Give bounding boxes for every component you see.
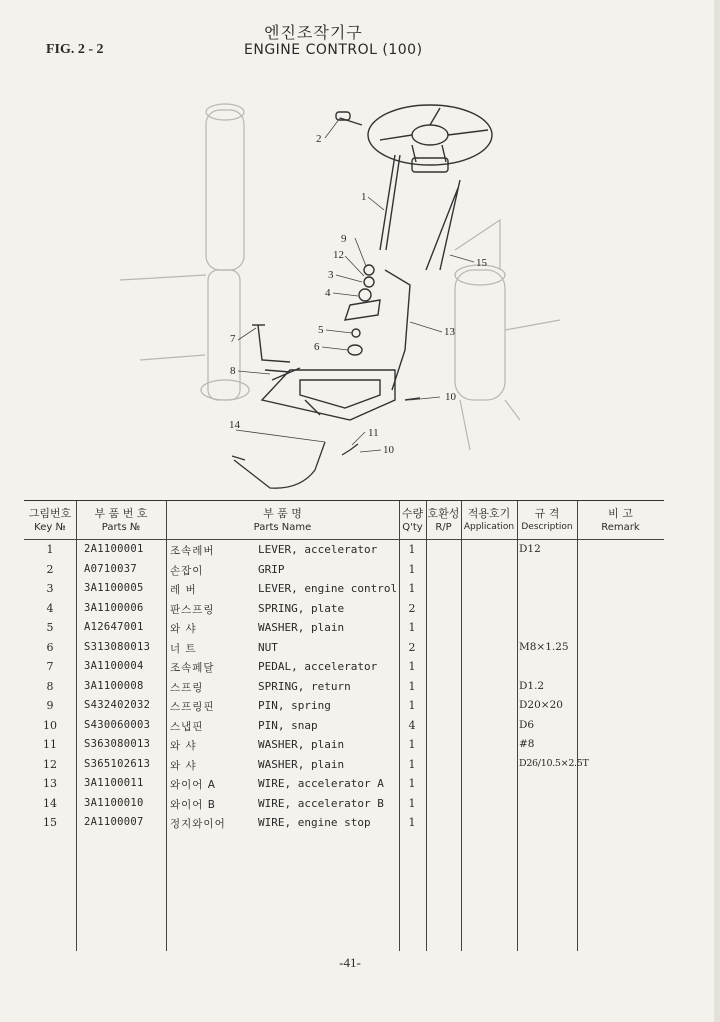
table-row [24, 621, 664, 640]
callout-5: 5 [318, 324, 324, 336]
table-row [24, 641, 664, 660]
table-row [24, 543, 664, 562]
cell-qty: 1 [408, 699, 416, 712]
cell-key: 14 [43, 796, 57, 810]
cell-name-english: WASHER, plain [258, 621, 345, 634]
cell-name-korean: 와이어 B [170, 798, 216, 811]
cell-qty: 1 [408, 660, 416, 673]
table-row [24, 816, 664, 835]
cell-key: 6 [46, 640, 54, 654]
header-remark-ko: 비 고 [608, 507, 633, 520]
cell-qty: 1 [408, 757, 416, 771]
cell-key: 8 [46, 679, 54, 693]
callout-3: 3 [328, 269, 334, 281]
cell-part-number: 3A1100011 [84, 777, 144, 789]
callout-14: 14 [229, 419, 240, 431]
steering-wheel [368, 105, 492, 172]
cell-name-english: SPRING, plate [258, 601, 345, 615]
cell-name-korean: 조속레버 [170, 545, 215, 557]
header-qty-ko: 수량 [401, 507, 424, 520]
cell-qty: 2 [408, 601, 416, 615]
cell-name-english: WASHER, plain [258, 757, 345, 771]
cell-part-number: S430060003 [84, 718, 151, 731]
header-name-ko: 부 품 명 [263, 507, 302, 520]
cell-part-number: A0710037 [84, 562, 137, 575]
cell-part-number: S363080013 [84, 738, 151, 750]
cell-qty: 4 [408, 718, 416, 732]
table-row [24, 777, 664, 796]
cell-name-korean: 와 샤 [170, 759, 197, 772]
header-key-ko: 그림번호 [28, 507, 72, 520]
cell-name-korean: 와 샤 [170, 623, 197, 635]
cell-key: 15 [43, 816, 57, 829]
callout-11: 11 [368, 427, 379, 439]
header-part-en: Parts № [101, 522, 141, 533]
cell-spec: D6 [519, 718, 535, 731]
header-qty-en: Q'ty [402, 522, 423, 533]
cell-name-korean: 스프링 [170, 681, 204, 694]
cell-key: 7 [46, 660, 54, 673]
cell-name-korean: 스프링핀 [170, 701, 215, 713]
cell-name-korean: 판스프링 [170, 603, 215, 616]
cell-name-korean: 정지와이어 [170, 818, 226, 830]
header-key-en: Key № [34, 522, 66, 533]
header-name-en: Parts Name [253, 522, 312, 533]
table-row [24, 738, 664, 757]
cell-qty: 1 [408, 562, 416, 576]
table-row [24, 758, 664, 777]
cell-qty: 1 [408, 621, 416, 634]
cell-key: 3 [46, 582, 54, 595]
callout-9: 10 [445, 391, 456, 403]
cell-qty: 1 [408, 679, 416, 693]
cell-key: 10 [43, 718, 57, 732]
cell-qty: 1 [408, 777, 416, 790]
cell-name-english: WASHER, plain [258, 738, 345, 751]
callout-13: 13 [444, 326, 455, 338]
cell-part-number: S313080013 [84, 640, 151, 653]
cell-name-english: WIRE, engine stop [258, 816, 371, 829]
cell-name-korean: 스냅핀 [170, 720, 204, 733]
header-part-ko: 부 품 번 호 [94, 507, 148, 520]
header-app-ko: 적용호기 [467, 507, 511, 520]
callout-8: 8 [230, 365, 236, 377]
cell-part-number: 3A1100006 [84, 601, 144, 614]
cell-part-number: S365102613 [84, 757, 151, 770]
cell-key: 2 [46, 562, 54, 576]
cell-qty: 1 [408, 738, 416, 751]
accelerator-wire-b [232, 442, 358, 488]
table-row [24, 797, 664, 816]
cell-part-number: S432402032 [84, 699, 151, 711]
cell-name-english: SPRING, return [258, 679, 351, 693]
cell-key: 1 [46, 543, 54, 556]
lever-and-linkage [336, 112, 460, 390]
cell-spec: D20×20 [519, 699, 563, 711]
cell-qty: 1 [408, 796, 416, 810]
cell-qty: 1 [408, 582, 416, 595]
cell-part-number: 2A1100001 [84, 543, 144, 555]
title-english: ENGINE CONTROL (100) [244, 42, 423, 58]
cell-name-english: GRIP [258, 562, 285, 576]
cell-spec: D12 [519, 543, 541, 555]
title-korean: 엔진조작기구 [264, 23, 363, 42]
cell-spec: D26/10.5×2.5T [519, 757, 589, 769]
table-row [24, 602, 664, 621]
parts-table [24, 500, 664, 951]
cell-name-korean: 레 버 [170, 584, 197, 596]
cell-qty: 1 [408, 816, 416, 829]
cell-name-korean: 와이어 A [170, 779, 216, 791]
header-app-en: Application [463, 522, 515, 532]
cell-key: 13 [43, 777, 57, 790]
callout-10b: 10 [383, 444, 394, 456]
cell-spec: D1.2 [519, 679, 545, 692]
callout-6: 6 [314, 341, 320, 353]
cell-qty: 1 [408, 543, 416, 556]
cell-name-english: NUT [258, 640, 278, 654]
callout-12: 12 [333, 249, 344, 261]
cell-key: 4 [46, 601, 54, 615]
header-spec-ko: 규 격 [534, 507, 560, 520]
callout-2: 2 [316, 133, 322, 145]
cell-spec: #8 [519, 738, 535, 750]
cell-name-english: LEVER, accelerator [258, 543, 378, 556]
header-divider [24, 539, 664, 540]
callout-4: 4 [325, 287, 331, 299]
header-rp-en: R/P [435, 522, 452, 533]
cell-part-number: 3A1100005 [84, 582, 144, 594]
cell-name-english: PEDAL, accelerator [258, 660, 378, 673]
figure-label: FIG. 2 - 2 [46, 42, 104, 57]
cell-key: 5 [46, 621, 54, 634]
header-rp-ko: 호환성 [427, 507, 460, 520]
cell-name-korean: 너 트 [170, 642, 197, 655]
callout-10: 9 [341, 233, 347, 245]
cell-name-korean: 손잡이 [170, 564, 204, 577]
table-row [24, 699, 664, 718]
cell-name-english: PIN, spring [258, 699, 331, 712]
header-spec-en: Description [521, 522, 573, 532]
cell-key: 9 [46, 699, 54, 712]
exploded-parts-diagram [0, 70, 720, 490]
background-engine-outline [120, 104, 560, 450]
cell-qty: 2 [408, 640, 416, 654]
table-row [24, 680, 664, 699]
page-number: -41- [339, 955, 361, 970]
cell-spec: M8×1.25 [519, 640, 569, 653]
cell-part-number: 2A1100007 [84, 816, 144, 828]
table-row [24, 719, 664, 738]
table-row [24, 582, 664, 601]
cell-name-korean: 조속페달 [170, 662, 215, 674]
cell-name-english: WIRE, accelerator A [258, 777, 384, 790]
table-row [24, 660, 664, 679]
cell-name-english: WIRE, accelerator B [258, 796, 384, 810]
header-remark-en: Remark [601, 522, 640, 533]
callout-7: 7 [230, 333, 236, 345]
cell-part-number: 3A1100008 [84, 679, 144, 692]
table-row [24, 563, 664, 582]
cell-key: 12 [43, 757, 57, 771]
cell-part-number: 3A1100010 [84, 796, 144, 809]
cell-part-number: 3A1100004 [84, 660, 144, 672]
cell-name-korean: 와 샤 [170, 740, 197, 752]
cell-part-number: A12647001 [84, 621, 144, 633]
diagram-callouts [229, 133, 488, 456]
cell-name-english: LEVER, engine control [258, 582, 398, 595]
callout-1: 1 [361, 191, 367, 203]
pedal-assembly [252, 325, 420, 420]
callout-15: 15 [476, 257, 487, 269]
cell-name-english: PIN, snap [258, 718, 318, 732]
cell-key: 11 [43, 738, 57, 751]
